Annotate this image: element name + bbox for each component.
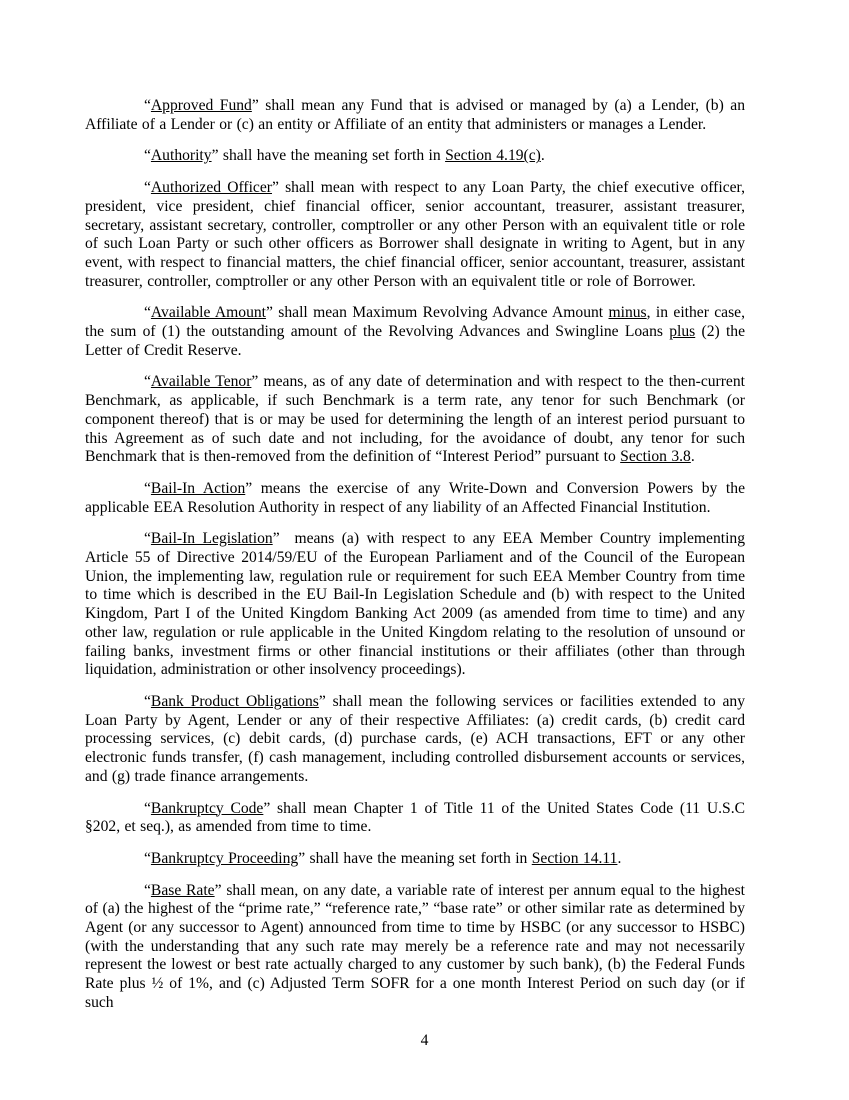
paragraph-text: ” shall mean, on any date, a variable rate of interest per annum equal to the highest of (a) the highest of the “prime rate,” “reference rate,” “base rate” or other similar rate as determined by Agent (or any successor to Agent) announced from time to time by HSBC (or any successor to HSBC) (with the understanding that any such rate may merely be a reference rate and may not necessarily represent the lowest or best rate actually charged to any customer by such bank), (b) the Federal Funds Rate plus ½ of 1%, and (c) Adjusted Term SOFR for a one month Interest Period on such day (or if such [85,881,745,1011]
defined-term: Bank Product Obligations [150,692,319,710]
paragraph-text: “ [144,179,151,197]
definition-paragraph-approved-fund [85,97,745,134]
paragraph-text: ” means, as of any date of determination and with respect to the then-current Benchmark, as applicable, if such Benchmark is a term rate, any tenor for such Benchmark (or component thereof) that is or may be used for determining the length of an interest period pursuant to this Agreement as of such date and not including, for the avoidance of doubt, any tenor for such Benchmark that is then-removed from the definition of “Interest Period” pursuant to [85,373,745,466]
paragraph-text: “ [144,147,151,165]
paragraph-text: . [690,448,695,466]
defined-term: minus [608,304,647,322]
paragraph-text: ” shall mean the following services or facilities extended to any Loan Party by Agent, Lender or any of their respective Affiliates: (a) credit cards, (b) credit card processing services, (c) debit cards, (d) purchase cards, (e) ACH transactions, EFT or any other electronic funds transfer, (f) cash management, including controlled disbursement accounts or services, and (g) trade finance arrangements. [85,692,745,785]
defined-term: Approved Fund [150,97,252,114]
page-number: 4 [420,1032,429,1049]
defined-term: Bankruptcy Proceeding [150,849,299,867]
paragraph-text: . [617,849,622,867]
paragraph-text: “ [144,849,151,867]
paragraph-text: “ [144,530,151,548]
paragraph-text: “ [144,479,151,497]
defined-term: Bail-In Action [150,479,246,497]
definition-paragraph-available-amount [85,304,745,360]
definition-paragraph-base-rate [85,882,745,1013]
section-reference: Section 14.11 [531,849,618,867]
paragraph-text: ” shall mean Chapter 1 of Title 11 of the United States Code (11 U.S.C §202, et seq.), as amended from time to time. [85,799,745,836]
section-reference: Section 4.19(c) [445,147,541,165]
paragraph-text: , in either case, the sum of (1) the outstanding amount of the Revolving Advances and Swingline Loans [85,304,745,341]
definition-paragraph-bail-in-legislation [85,530,745,680]
definition-paragraph-bankruptcy-proceeding [85,850,745,869]
paragraph-text: “ [144,373,151,391]
definition-paragraph-authorized-officer [85,179,745,291]
defined-term: Available Tenor [150,373,252,391]
defined-term: Available Amount [150,304,267,322]
paragraph-text: “ [144,304,151,322]
paragraph-text: (2) the Letter of Credit Reserve. [85,323,746,359]
paragraph-text: “ [144,799,151,817]
paragraph-text: . [540,147,545,165]
paragraph-text: “ [144,97,151,114]
paragraph-text: “ [144,881,151,899]
paragraph-text: ” shall have the meaning set forth in [211,147,446,165]
section-reference: Section 3.8 [620,448,691,466]
definition-paragraph-bank-product-obligations [85,693,745,787]
defined-term: Bankruptcy Code [150,799,264,817]
defined-term: Authorized Officer [150,179,272,197]
paragraph-text: ” shall have the meaning set forth in [298,849,532,867]
definition-paragraph-bail-in-action [85,480,745,517]
document-body [85,97,745,1026]
paragraph-text: ” means the exercise of any Write-Down and Conversion Powers by the applicable EEA Resolution Authority in respect of any liability of an Affected Financial Institution. [85,479,745,516]
paragraph-text: ” shall mean Maximum Revolving Advance Amount [266,304,609,322]
defined-term: Base Rate [150,881,215,899]
definition-paragraph-available-tenor [85,373,745,467]
defined-term: Authority [150,147,212,165]
definition-paragraph-authority [85,147,745,166]
paragraph-text: “ [144,692,151,710]
defined-term: Bail-In Legislation [150,530,273,548]
paragraph-text: ” shall mean with respect to any Loan Party, the chief executive officer, president, vice president, chief financial officer, senior accountant, treasurer, assistant treasurer, secretary, assistant secretary, controller, comptroller or any other Person with an equivalent title or role of such Loan Party or such other officers as Borrower shall designate in writing to Agent, but in any event, with respect to financial matters, the chief financial officer, senior accountant, treasurer, assistant treasurer, controller, comptroller or any other Person with an equivalent title or role of Borrower. [85,179,745,290]
paragraph-text: ” means (a) with respect to any EEA Member Country implementing Article 55 of Directive 2014/59/EU of the European Parliament and of the Council of the European Union, the implementing law, regulation rule or requirement for such EEA Member Country from time to time which is described in the EU Bail-In Legislation Schedule and (b) with respect to the United Kingdom, Part I of the United Kingdom Banking Act 2009 (as amended from time to time) and any other law, regulation or rule applicable in the United Kingdom relating to the resolution of unsound or failing banks, investment firms or other financial institutions or their affiliates (other than through liquidation, administration or other insolvency proceedings). [85,530,745,679]
defined-term: plus [669,323,696,341]
paragraph-text: ” shall mean any Fund that is advised or managed by (a) a Lender, (b) an Affiliate of a Lender or (c) an entity or Affiliate of an entity that administers or manages a Lender. [85,97,745,133]
definition-paragraph-bankruptcy-code [85,800,745,837]
